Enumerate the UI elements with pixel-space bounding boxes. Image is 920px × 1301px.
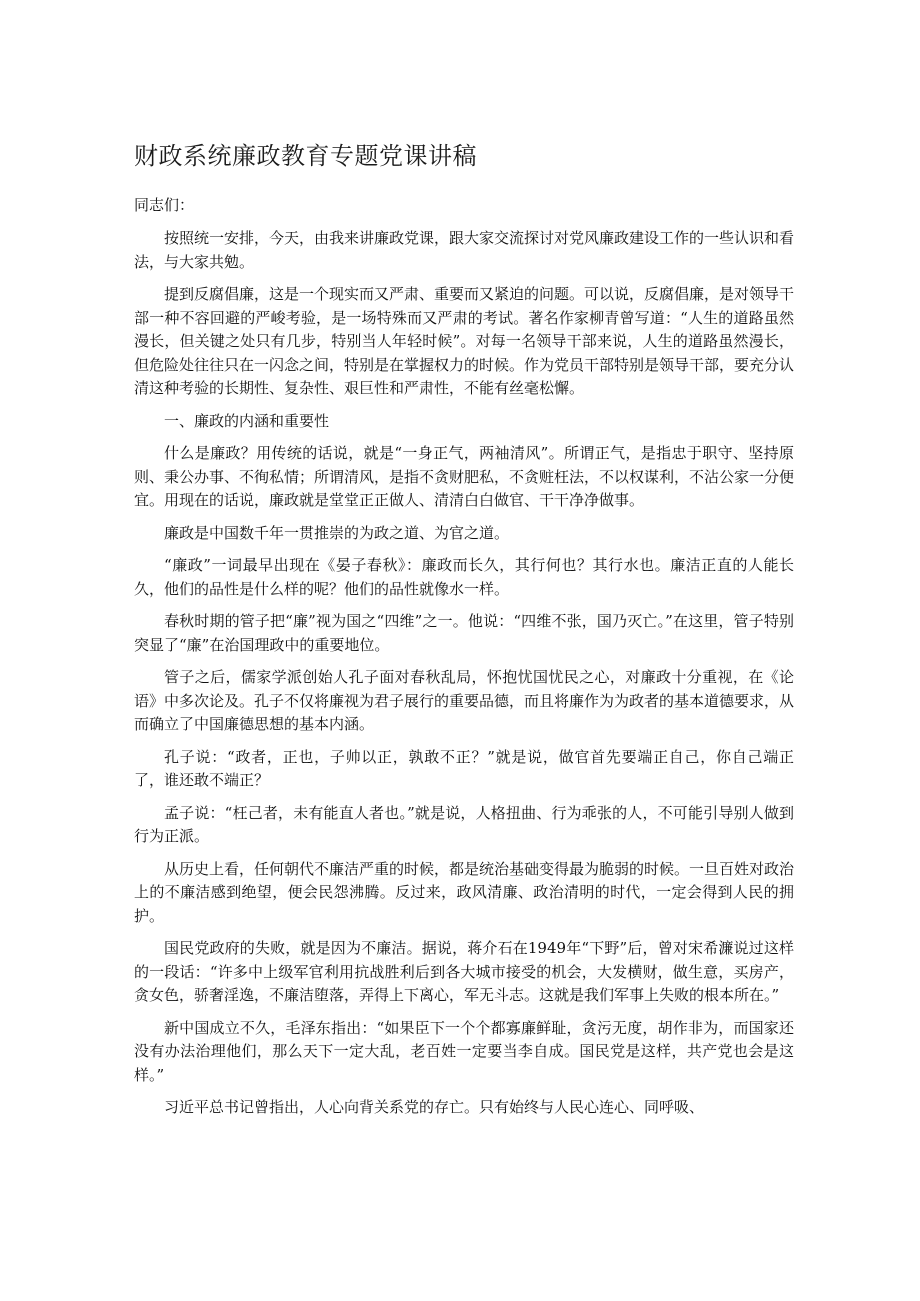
section-heading-1: 一、廉政的内涵和重要性 — [164, 411, 330, 430]
paragraph-confucius-intro: 管子之后，儒家学派创始人孔子面对春秋乱局，怀抱忧国忧民之心，对廉政十分重视，在《论语》中多次论及。孔子不仅将廉视为君子展行的重要品德，而且将廉作为为政者的基本道德要求，从而确立了中国廉德思想的基本内涵。 — [134, 668, 795, 733]
paragraph-tradition: 廉政是中国数千年一贯推崇的为政之道、为官之道。 — [164, 523, 510, 542]
salutation: 同志们： — [134, 196, 195, 214]
document-page — [134, 140, 794, 1129]
paragraph-history: 从历史上看，任何朝代不廉洁严重的时候，都是统治基础变得最为脆弱的时候。一旦百姓对政治上的不廉洁感到绝望，便会民怨沸腾。反过来，政风清廉、政治清明的时代，一定会得到人民的拥护。 — [134, 859, 795, 925]
paragraph-kmt: 国民党政府的失败，就是因为不廉洁。据说，蒋介石在1949年“下野”后，曾对宋希濂说过这样的一段话：“许多中上级军官利用抗战胜利后到各大城市接受的机会，大发横财，做生意，买房产，贪女色，骄奢淫逸，不廉洁堕落，弄得上下离心，军无斗志。这就是我们军事上失败的根本所在。” — [134, 939, 794, 1004]
paragraph-intro: 按照统一安排，今天，由我来讲廉政党课，跟大家交流探讨对党风廉政建设工作的一些认识和看法，与大家共勉。 — [134, 229, 795, 271]
paragraph-mencius-quote: 孟子说：“枉己者，未有能直人者也。”就是说，人格扭曲、行为乖张的人，不可能引导别人做到行为正派。 — [134, 803, 794, 845]
document-title: 财政系统廉政教育专题党课讲稿 — [134, 142, 477, 170]
paragraph-xi: 习近平总书记曾指出，人心向背关系党的存亡。只有始终与人民心连心、同呼吸、 — [164, 1098, 705, 1116]
paragraph-mao: 新中国成立不久，毛泽东指出：“如果臣下一个个都寡廉鲜耻，贪污无度，胡作非为，而国家还没有办法治理他们，那么天下一定大乱，老百姓一定要当李自成。国民党是这样，共产党也会是这样。” — [134, 1018, 794, 1084]
paragraph-definition: 什么是廉政？用传统的话说，就是“一身正气，两袖清风”。所谓正气，是指忠于职守、坚持原则、秉公办事、不徇私情；所谓清风，是指不贪财肥私，不贪赃枉法，不以权谋利，不沾公家一分便宜。用现在的话说，廉政就是堂堂正正做人、清清白白做官、干干净净做事。 — [134, 444, 795, 509]
paragraph-confucius-quote: 孔子说：“政者，正也，子帅以正，孰敢不正？”就是说，做官首先要端正自己，你自己端正了，谁还敢不端正？ — [134, 747, 794, 789]
paragraph-anti-corruption: 提到反腐倡廉，这是一个现实而又严肃、重要而又紧迫的问题。可以说，反腐倡廉，是对领导干部一种不容回避的严峻考验，是一场特殊而又严肃的考试。著名作家柳青曾写道：“人生的道路虽然漫长，但关键之处只有几步，特别当人年轻时候”。对每一名领导干部来说，人生的道路虽然漫长，但危险处往往只在一闪念之间，特别是在掌握权力的时候。作为党员干部特别是领导干部，要充分认清这种考验的长期性、复杂性、艰巨性和严肃性，不能有丝毫松懈。 — [134, 285, 795, 397]
paragraph-yanzi: “廉政”一词最早出现在《晏子春秋》：廉政而长久，其行何也？其行水也。廉洁正直的人能长久，他们的品性是什么样的呢？他们的品性就像水一样。 — [134, 556, 794, 598]
paragraph-guanzi: 春秋时期的管子把“廉”视为国之“四维”之一。他说：“四维不张，国乃灭亡。”在这里，管子特别突显了“廉”在治国理政中的重要地位。 — [134, 612, 794, 654]
